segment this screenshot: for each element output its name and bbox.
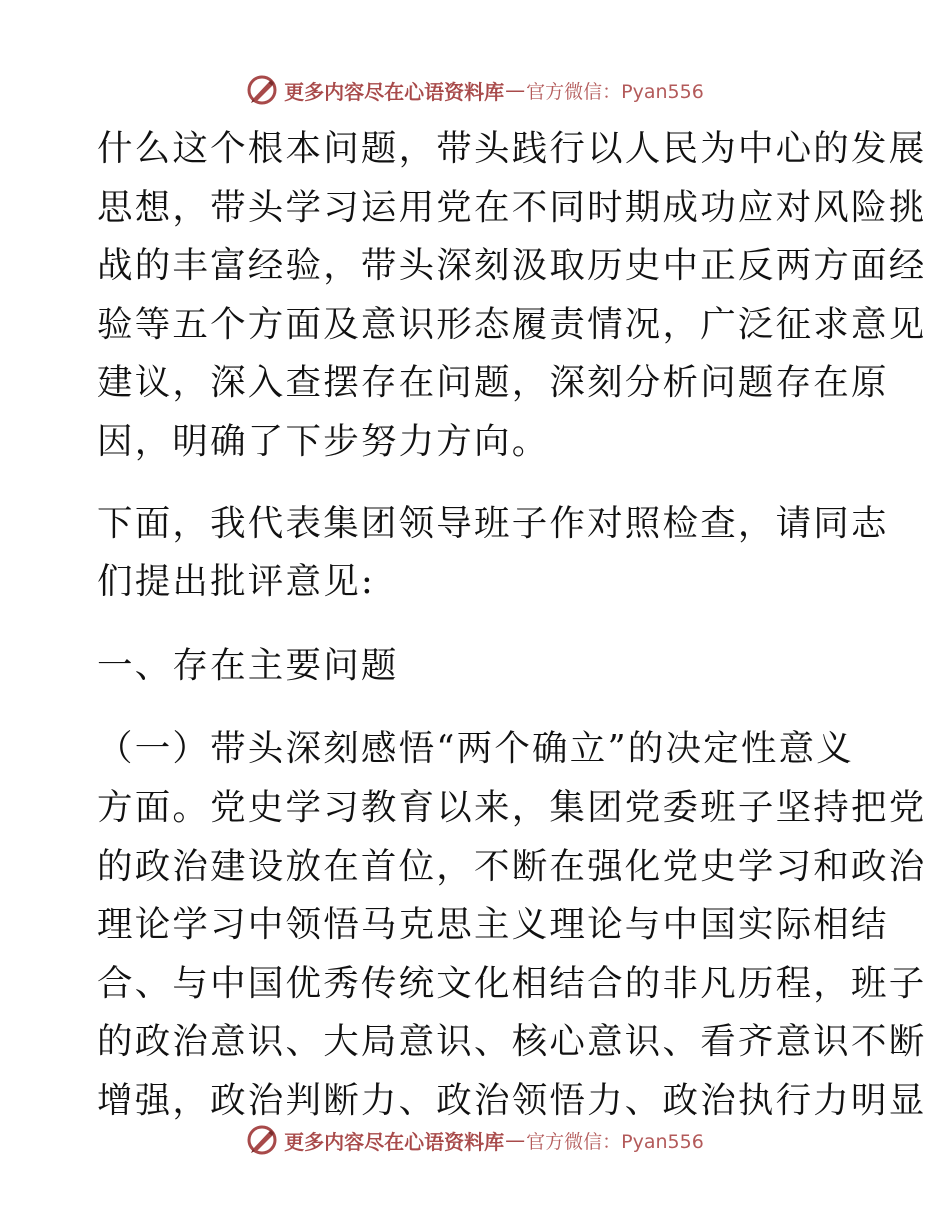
- footer-watermark: [0, 1120, 950, 1160]
- watermark-brand: 更多内容尽在心语资料库: [284, 79, 505, 104]
- watermark-separator: —: [505, 1128, 526, 1152]
- text-line: （一）带头深刻感悟“两个确立”的决定性意义: [97, 728, 854, 770]
- section-heading: [97, 637, 857, 696]
- text-line: 的政治意识、大局意识、核心意识、看齐意识不断: [97, 1021, 927, 1063]
- text-line: 战的丰富经验，带头深刻汲取历史中正反两方面经: [97, 245, 927, 287]
- text-line: 下面，我代表集团领导班子作对照检查，请同志: [97, 502, 889, 544]
- watermark-separator: —: [505, 78, 526, 102]
- paragraph-intro: [97, 120, 927, 472]
- text-line: 验等五个方面及意识形态履责情况，广泛征求意见: [97, 303, 927, 345]
- paragraph-section-one: [97, 720, 927, 1130]
- watermark-contact: 官方微信：Pyan556: [526, 1130, 704, 1153]
- watermark-contact: 官方微信：Pyan556: [526, 80, 704, 103]
- text-line: 们提出批评意见:: [97, 561, 376, 603]
- text-line: 建议，深入查摆存在问题，深刻分析问题存在原: [97, 362, 889, 404]
- text-line: 合、与中国优秀传统文化相结合的非凡历程，班子: [97, 962, 927, 1004]
- text-line: 方面。党史学习教育以来，集团党委班子坚持把党: [97, 786, 927, 828]
- watermark-brand: 更多内容尽在心语资料库: [284, 1129, 505, 1154]
- header-watermark: [0, 70, 950, 110]
- pen-logo-icon: [246, 1124, 278, 1156]
- text-line: 理论学习中领悟马克思主义理论与中国实际相结: [97, 904, 889, 946]
- text-line: 思想，带头学习运用党在不同时期成功应对风险挑: [97, 186, 927, 228]
- paragraph-transition: [97, 495, 889, 612]
- document-body: [97, 120, 927, 1131]
- text-line: 什么这个根本问题，带头践行以人民为中心的发展: [97, 128, 927, 169]
- text-line: 增强，政治判断力、政治领悟力、政治执行力明显: [97, 1079, 927, 1121]
- heading-line: 一、存在主要问题: [97, 644, 399, 686]
- text-line: 的政治建设放在首位，不断在强化党史学习和政治: [97, 845, 927, 887]
- text-line: 因，明确了下步努力方向。: [97, 420, 550, 462]
- pen-logo-icon: [246, 74, 278, 106]
